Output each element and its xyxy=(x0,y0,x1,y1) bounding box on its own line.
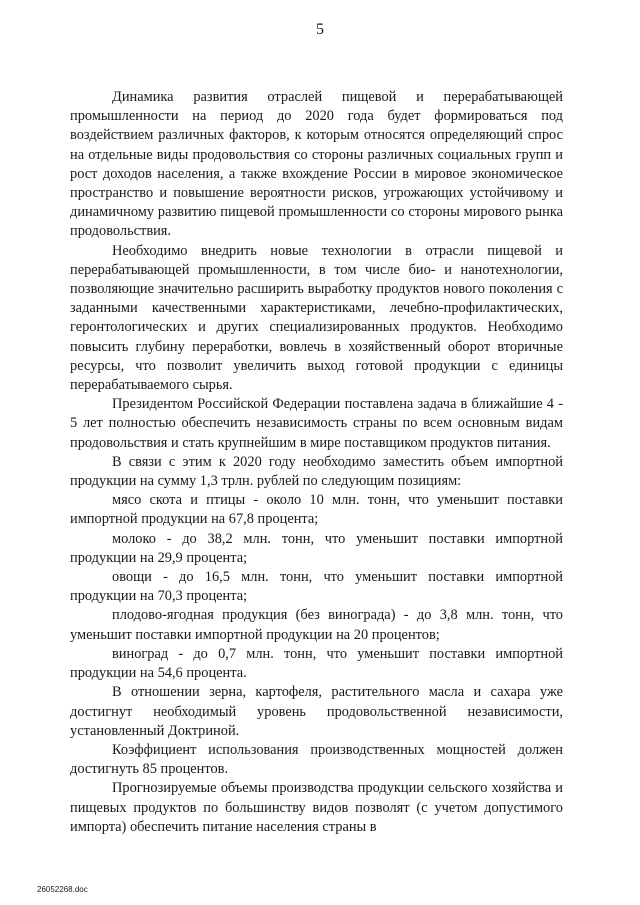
paragraph: Необходимо внедрить новые технологии в отрасли пищевой и перерабатывающей промышленности, в том числе био- и нанотехнологии, позволяющие значительно расширить выработку продуктов нового поколения с заданными качественными характеристиками, лечебно-профилактических, геронтологических и других специализированных продуктов. Необходимо повысить глубину переработки, вовлечь в хозяйственный оборот вторичные ресурсы, что позволит увеличить выход готовой продукции с единицы перерабатываемого сырья. xyxy=(70,242,563,394)
page-number: 5 xyxy=(316,21,324,38)
paragraph: В отношении зерна, картофеля, растительного масла и сахара уже достигнут необходимый уровень продовольственной независимости, установленный Доктриной. xyxy=(70,684,563,739)
paragraph: Прогнозируемые объемы производства продукции сельского хозяйства и пищевых продуктов по большинству видов позволят (с учетом допустимого импорта) обеспечить питание населения страны в xyxy=(70,780,563,835)
document-body xyxy=(70,88,563,837)
list-item-paragraph: виноград - до 0,7 млн. тонн, что уменьшит поставки импортной продукции на 54,6 процента. xyxy=(70,645,563,682)
list-item-paragraph: мясо скота и птицы - около 10 млн. тонн, что уменьшит поставки импортной продукции на 67,8 процента; xyxy=(70,492,563,528)
paragraph: В связи с этим к 2020 году необходимо заместить объем импортной продукции на сумму 1,3 трлн. рублей по следующим позициям: xyxy=(70,453,563,490)
list-item-paragraph: плодово-ягодная продукция (без винограда) - до 3,8 млн. тонн, что уменьшит поставки импортной продукции на 20 процентов; xyxy=(70,607,563,643)
paragraph: Коэффициент использования производственных мощностей должен достигнуть 85 процентов. xyxy=(70,741,563,778)
footer-filename: 26052268.doc xyxy=(37,885,88,894)
paragraph: Президентом Российской Федерации поставлена задача в ближайшие 4 - 5 лет полностью обеспечить независимость страны по всем основным видам продовольствия и стать крупнейшим в мире поставщиком продуктов питания. xyxy=(70,396,563,451)
list-item-paragraph: молоко - до 38,2 млн. тонн, что уменьшит поставки импортной продукции на 29,9 процента; xyxy=(70,530,563,566)
list-item-paragraph: овощи - до 16,5 млн. тонн, что уменьшит поставки импортной продукции на 70,3 процента; xyxy=(70,569,563,605)
paragraph: Динамика развития отраслей пищевой и перерабатывающей промышленности на период до 2020 года будет формироваться под воздействием различных факторов, к которым относятся определяющий спрос на отдельные виды продовольствия со стороны различных социальных групп и рост доходов населения, а также вхождение России в мировое экономическое пространство и повышение вероятности рисков, угрожающих устойчивому и динамичному развитию пищевой промышленности со стороны мирового рынка продовольствия. xyxy=(70,89,563,240)
